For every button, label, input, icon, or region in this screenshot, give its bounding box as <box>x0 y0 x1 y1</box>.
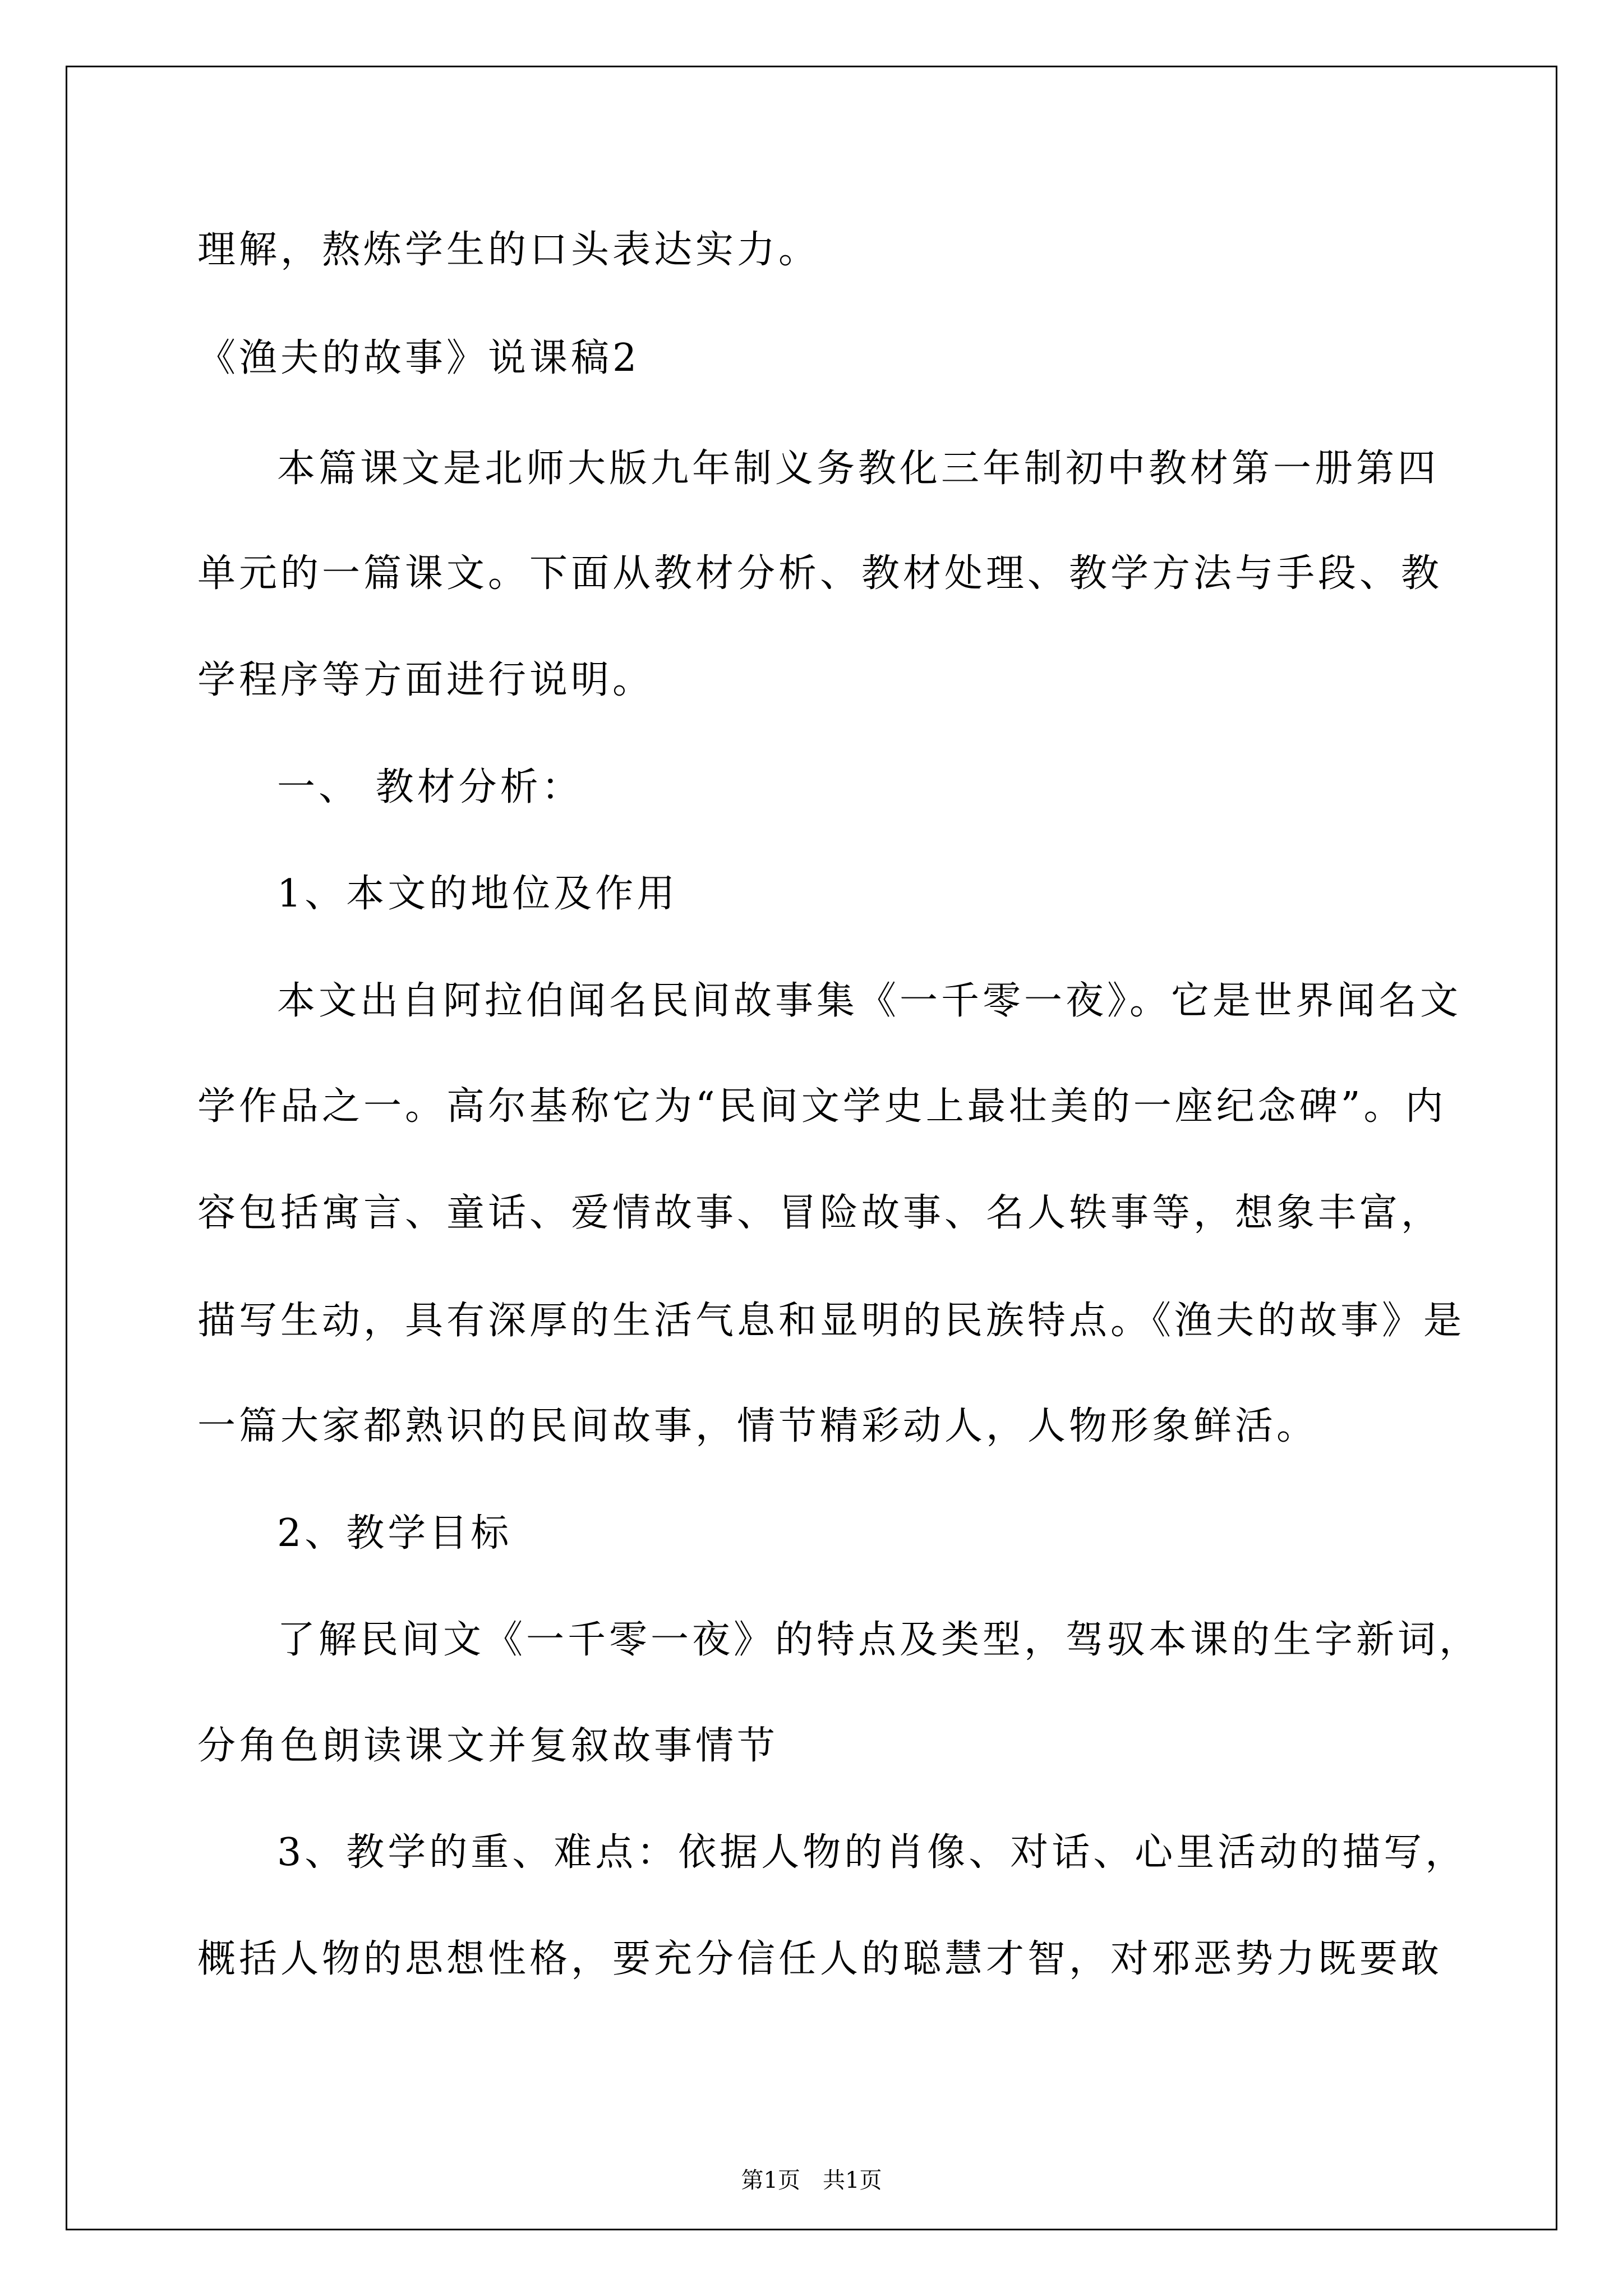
paragraph-line: 一篇大家都熟识的民间故事，情节精彩动人，人物形象鲜活。 <box>197 1404 1318 1448</box>
page-total: 共1页 <box>823 2168 882 2193</box>
section-heading: 一、 教材分析： <box>277 765 583 809</box>
paragraph-line: 3、教学的重、难点：依据人物的肖像、对话、心里活动的描写， <box>277 1830 1467 1875</box>
paragraph-line: 学程序等方面进行说明。 <box>197 658 654 702</box>
paragraph-line: 描写生动，具有深厚的生活气息和显明的民族特点。《渔夫的故事》是 <box>197 1299 1465 1343</box>
paragraph-line: 概括人物的思想性格，要充分信任人的聪慧才智，对邪恶势力既要敢 <box>197 1937 1443 1981</box>
paragraph-line: 分角色朗读课文并复叙故事情节 <box>197 1724 779 1768</box>
subsection-heading: 2、教学目标 <box>277 1511 513 1556</box>
paragraph-line: 本篇课文是北师大版九年制义务教化三年制初中教材第一册第四 <box>277 447 1440 491</box>
paragraph-line: 单元的一篇课文。下面从教材分析、教材处理、教学方法与手段、教 <box>197 551 1443 596</box>
subsection-heading: 1、本文的地位及作用 <box>277 872 679 916</box>
paragraph-line: 理解，熬炼学生的口头表达实力。 <box>197 228 820 272</box>
paragraph-line: 学作品之一。高尔基称它为“民间文学史上最壮美的一座纪念碑”。内 <box>197 1084 1447 1129</box>
section-title: 《渔夫的故事》说课稿2 <box>197 336 640 380</box>
paragraph-line: 了解民间文《一千零一夜》的特点及类型，驾驭本课的生字新词， <box>277 1618 1481 1662</box>
page-border <box>66 66 1557 2230</box>
paragraph-line: 本文出自阿拉伯闻名民间故事集《一千零一夜》。它是世界闻名文 <box>277 979 1462 1023</box>
page-number: 第1页 <box>741 2168 800 2193</box>
page-footer <box>0 2166 1623 2194</box>
paragraph-line: 容包括寓言、童话、爱情故事、冒险故事、名人轶事等，想象丰富， <box>197 1191 1443 1235</box>
